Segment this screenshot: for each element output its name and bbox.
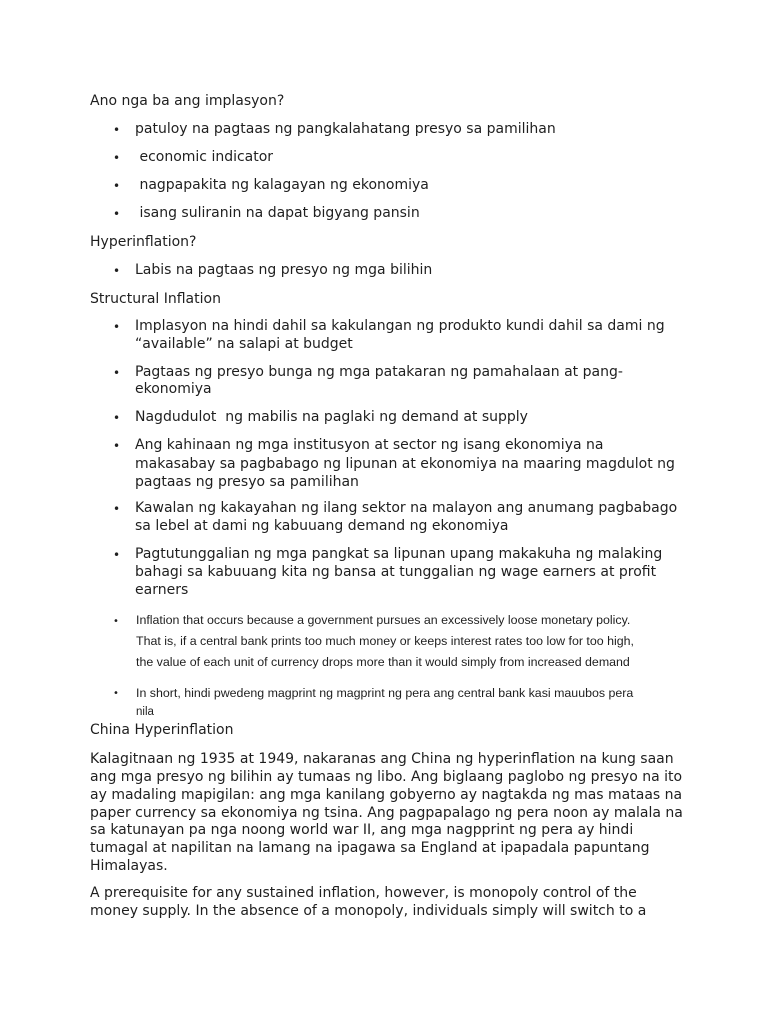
heading-hyperinflation: Hyperinflation?	[90, 234, 197, 250]
bullet-icon: •	[113, 502, 121, 516]
bullet-icon: •	[113, 151, 121, 165]
bullet-icon: •	[113, 616, 119, 627]
paragraph-line: paper currency sa ekonomiya ng tsina. Ang pagpapalago ng pera noon ay malala na	[90, 805, 683, 821]
list-item-line: That is, if a central bank prints too much money or keeps interest rates too low for too high,	[136, 634, 634, 648]
heading-china-hyperinflation: China Hyperinflation	[90, 722, 234, 738]
list-item-line: “available” na salapi at budget	[135, 336, 353, 352]
list-item-line: makasabay sa pagbabago ng lipunan at ekonomiya na maaring magdulot ng	[135, 456, 675, 472]
list-item: patuloy na pagtaas ng pangkalahatang presyo sa pamilihan	[135, 121, 556, 137]
list-item-line: Pagtutunggalian ng mga pangkat sa lipunan upang makakuha ng malaking	[135, 546, 663, 562]
list-item: nagpapakita ng kalagayan ng ekonomiya	[135, 177, 429, 193]
list-item: isang suliranin na dapat bigyang pansin	[135, 205, 420, 221]
bullet-icon: •	[113, 179, 121, 193]
list-item-line: earners	[135, 582, 189, 598]
list-item-line: Kawalan ng kakayahan ng ilang sektor na malayon ang anumang pagbabago	[135, 500, 678, 516]
list-item-line: In short, hindi pwedeng magprint ng magprint ng pera ang central bank kasi mauubos pera	[136, 686, 634, 700]
list-item-line: Ang kahinaan ng mga institusyon at sector ng isang ekonomiya na	[135, 437, 604, 453]
bullet-icon: •	[113, 123, 121, 137]
paragraph-line: A prerequisite for any sustained inflation, however, is monopoly control of the	[90, 885, 637, 901]
paragraph-line: money supply. In the absence of a monopoly, individuals simply will switch to a	[90, 903, 647, 919]
bullet-icon: •	[113, 439, 121, 453]
list-item-line: bahagi sa kabuuang kita ng bansa at tunggalian ng wage earners at profit	[135, 564, 657, 580]
bullet-icon: •	[113, 320, 121, 334]
bullet-icon: •	[113, 688, 119, 699]
list-item-line: ekonomiya	[135, 381, 212, 397]
list-item-line: Inflation that occurs because a government pursues an excessively loose monetary policy.	[136, 613, 631, 627]
list-item-line: nila	[136, 706, 154, 718]
bullet-icon: •	[113, 548, 121, 562]
list-item-line: Nagdudulot ng mabilis na paglaki ng demand at supply	[135, 409, 528, 425]
paragraph-line: sa katunayan pa nga noong world war II, ang mga nagpprint ng pera ay hindi	[90, 822, 634, 838]
list-item: Labis na pagtaas ng presyo ng mga bilihin	[135, 262, 433, 278]
list-item-line: Implasyon na hindi dahil sa kakulangan ng produkto kundi dahil sa dami ng	[135, 318, 665, 334]
heading-implasyon: Ano nga ba ang implasyon?	[90, 93, 285, 109]
list-item-line: sa lebel at dami ng kabuuang demand ng ekonomiya	[135, 518, 509, 534]
heading-structural-inflation: Structural Inflation	[90, 291, 221, 307]
paragraph-line: ang mga presyo ng bilihin ay tumaas ng libo. Ang biglaang paglobo ng presyo na ito	[90, 769, 683, 785]
bullet-icon: •	[113, 264, 121, 278]
paragraph-line: tumagal at napilitan na lamang na ipagawa sa England at ipapadala papuntang	[90, 840, 650, 856]
paragraph-line: Kalagitnaan ng 1935 at 1949, nakaranas ang China ng hyperinflation na kung saan	[90, 751, 674, 767]
paragraph-line: Himalayas.	[90, 858, 168, 874]
bullet-icon: •	[113, 366, 121, 380]
list-item-line: the value of each unit of currency drops more than it would simply from increased demand	[136, 655, 630, 669]
list-item-line: pagtaas ng presyo sa pamilihan	[135, 474, 359, 490]
list-item-line: Pagtaas ng presyo bunga ng mga patakaran ng pamahalaan at pang-	[135, 364, 623, 380]
bullet-icon: •	[113, 411, 121, 425]
paragraph-line: ay madaling mapigilan: ang mga kanilang gobyerno ay nagtakda ng mas mataas na	[90, 787, 683, 803]
list-item: economic indicator	[135, 149, 274, 165]
bullet-icon: •	[113, 207, 121, 221]
